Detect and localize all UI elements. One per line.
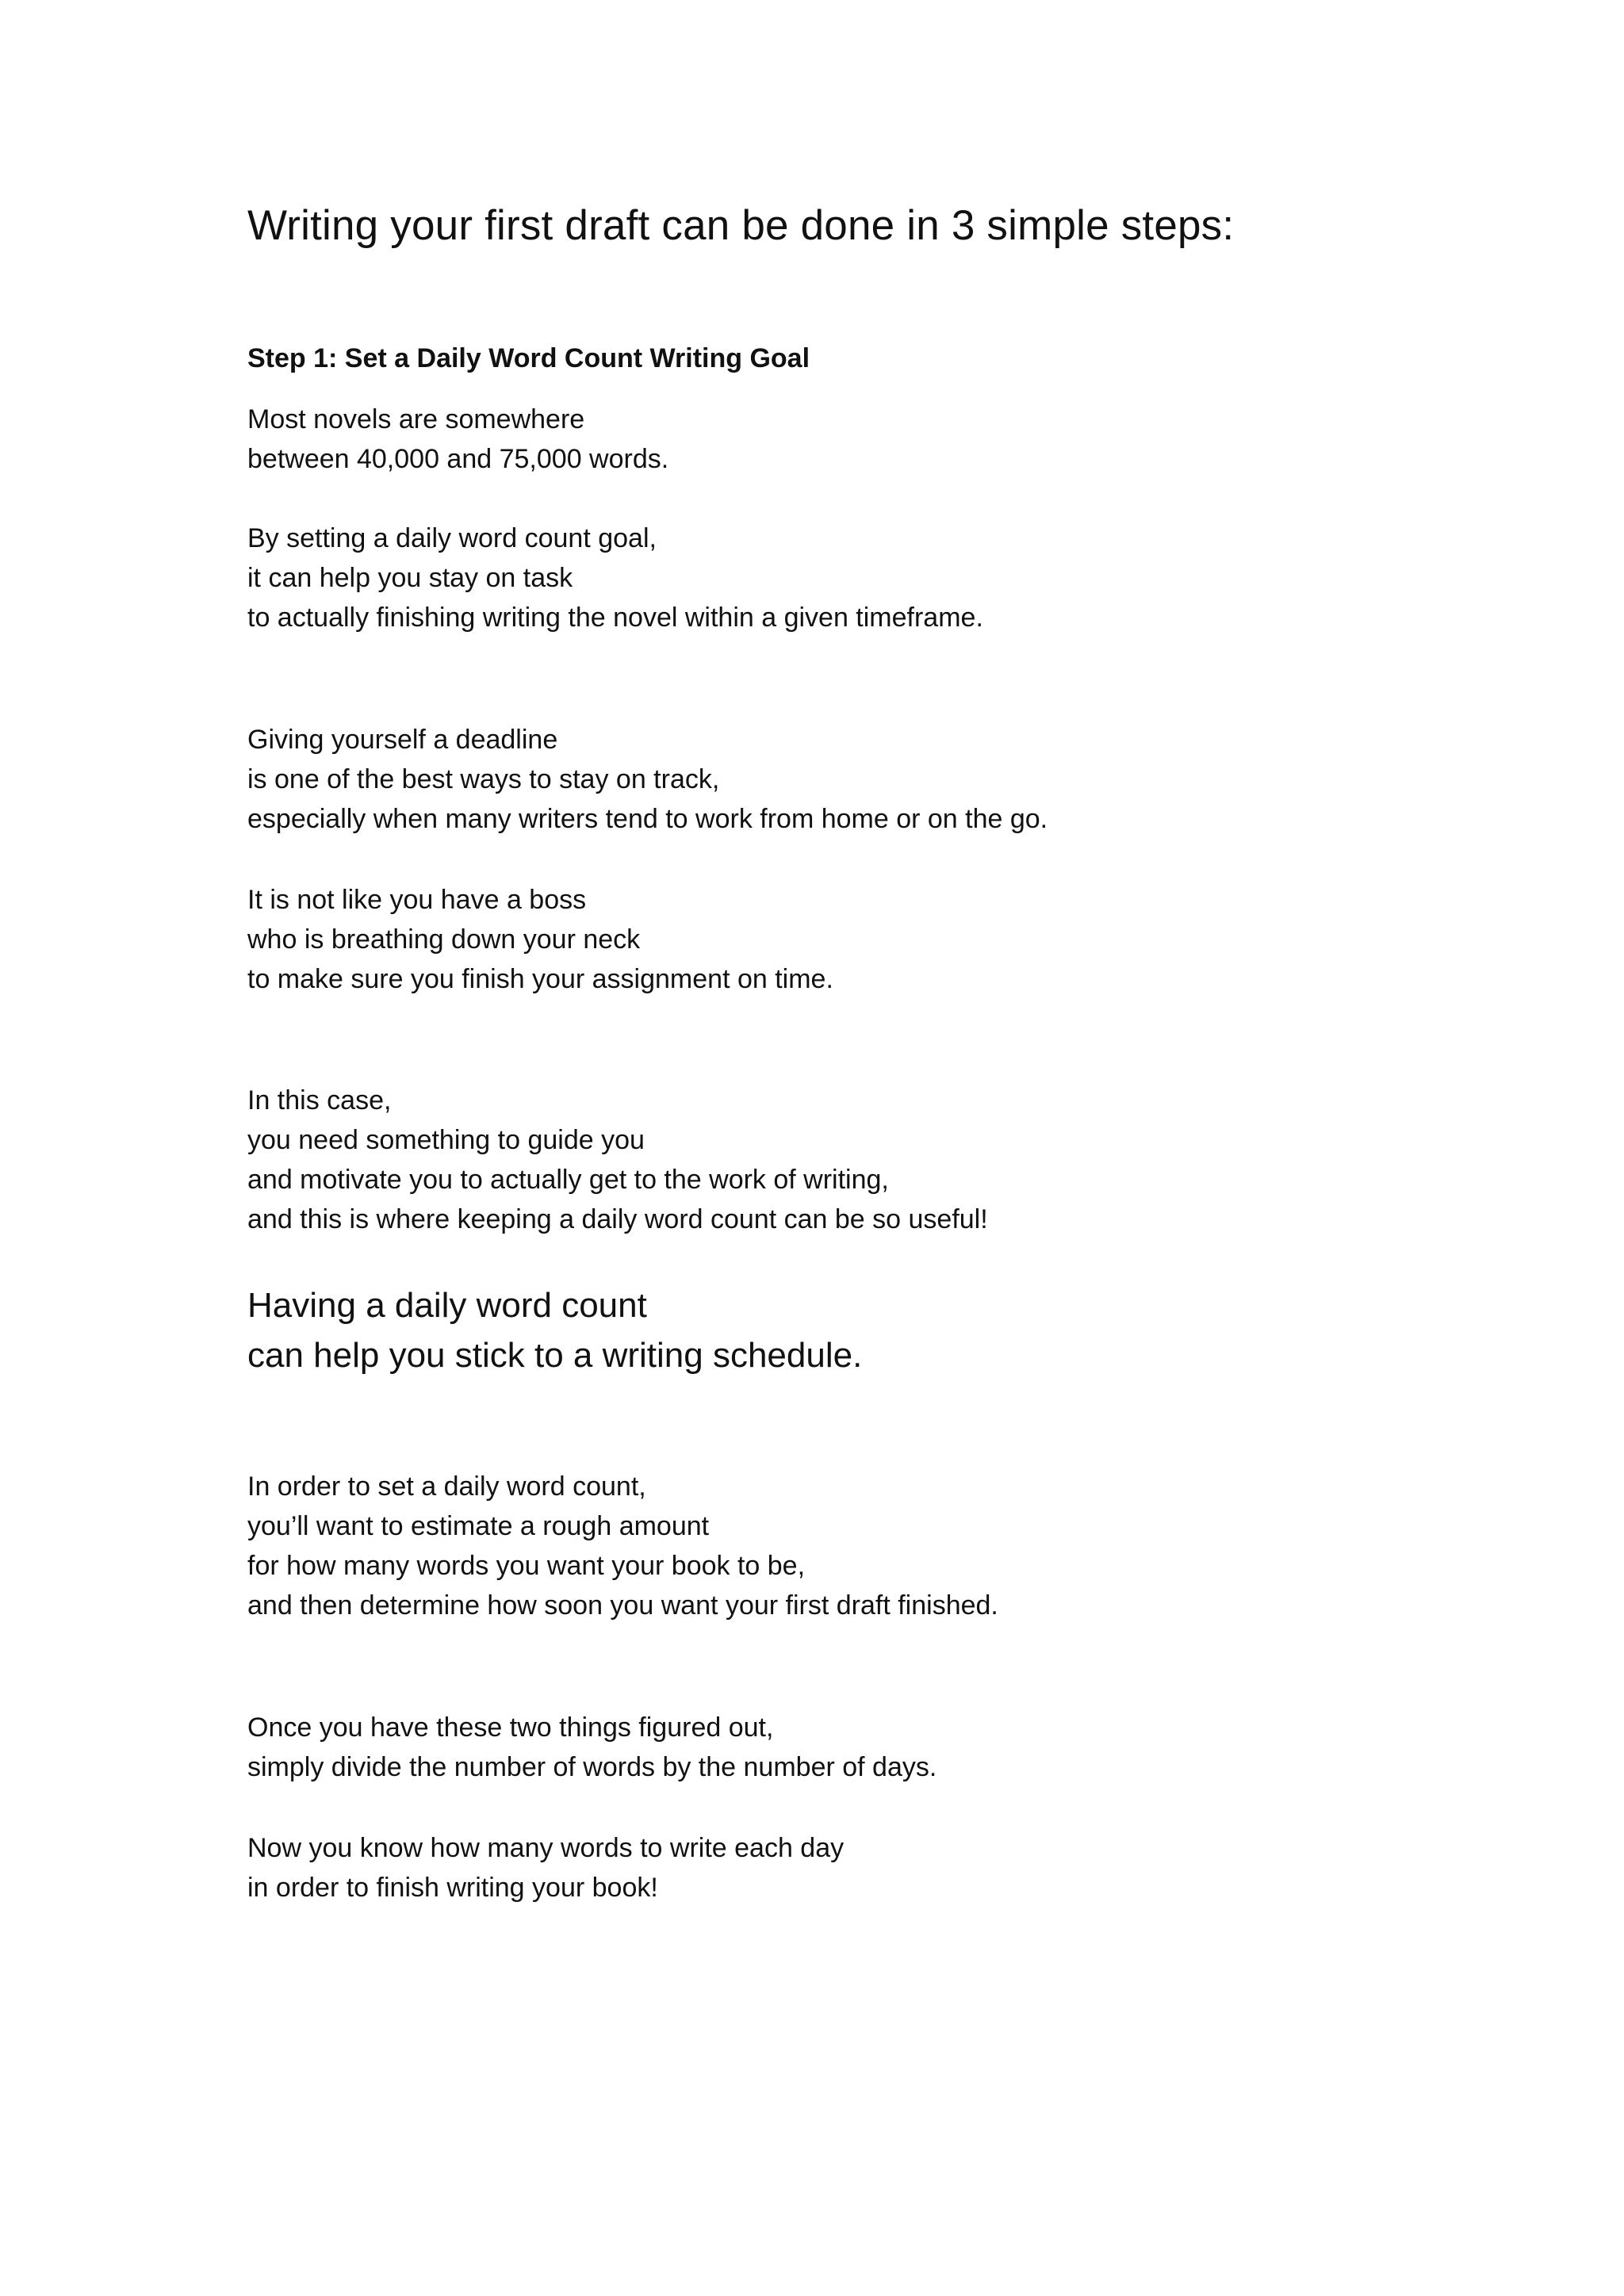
- callout-text: [247, 1280, 862, 1380]
- callout-line: can help you stick to a writing schedule.: [247, 1336, 863, 1375]
- text-line: Once you have these two things figured out,: [247, 1712, 774, 1743]
- text-line: In order to set a daily word count,: [247, 1471, 646, 1502]
- paragraph-motivation: [247, 1081, 988, 1239]
- text-line: you’ll want to estimate a rough amount: [247, 1511, 710, 1541]
- text-line: Giving yourself a deadline: [247, 725, 558, 755]
- text-line: you need something to guide you: [247, 1125, 645, 1155]
- callout-line: Having a daily word count: [247, 1286, 647, 1325]
- text-line: and this is where keeping a daily word count can be so useful!: [247, 1204, 988, 1234]
- paragraph-deadline: [247, 720, 1048, 839]
- text-line: to actually finishing writing the novel within a given timeframe.: [247, 603, 983, 633]
- page-title: Writing your first draft can be done in 3 simple steps:: [247, 202, 1235, 249]
- paragraph-novel-length: [247, 400, 668, 479]
- text-line: It is not like you have a boss: [247, 885, 587, 915]
- text-line: in order to finish writing your book!: [247, 1873, 658, 1903]
- paragraph-result: [247, 1828, 844, 1908]
- paragraph-daily-goal: [247, 519, 983, 637]
- text-line: simply divide the number of words by the number of days.: [247, 1752, 937, 1782]
- paragraph-estimate: [247, 1467, 998, 1625]
- paragraph-divide: [247, 1708, 936, 1787]
- text-line: who is breathing down your neck: [247, 924, 641, 955]
- text-line: In this case,: [247, 1085, 392, 1115]
- text-line: it can help you stay on task: [247, 563, 573, 593]
- text-line: between 40,000 and 75,000 words.: [247, 444, 669, 474]
- text-line: and motivate you to actually get to the work of writing,: [247, 1165, 889, 1195]
- text-line: is one of the best ways to stay on track,: [247, 764, 720, 794]
- paragraph-boss: [247, 880, 833, 999]
- text-line: especially when many writers tend to work from home or on the go.: [247, 804, 1048, 834]
- text-line: and then determine how soon you want your first draft finished.: [247, 1590, 998, 1621]
- text-line: Most novels are somewhere: [247, 404, 585, 434]
- text-line: for how many words you want your book to be,: [247, 1551, 806, 1581]
- step-1-title: Step 1: Set a Daily Word Count Writing Goal: [247, 343, 810, 373]
- text-line: to make sure you finish your assignment on time.: [247, 964, 833, 994]
- text-line: Now you know how many words to write each day: [247, 1833, 845, 1863]
- text-line: By setting a daily word count goal,: [247, 523, 657, 553]
- document-page: [247, 0, 1516, 2296]
